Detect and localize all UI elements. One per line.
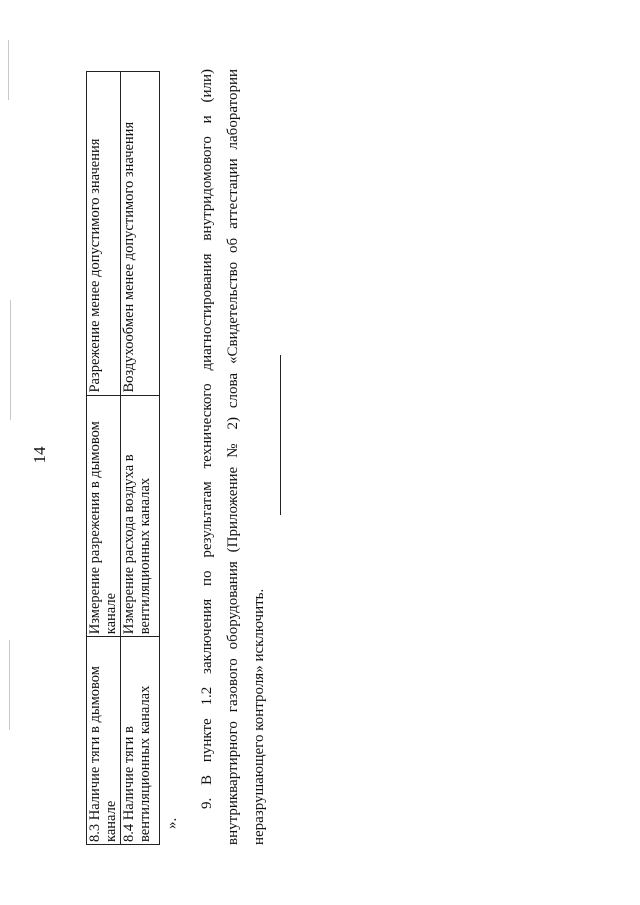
scan-artifact xyxy=(9,640,10,730)
clause-9-paragraph: 9. В пункте 1.2 заключения по результатам технического диагностирования внутридомового и (или) внутриквартирного газового оборудования (Приложение № 2) слова «Свидетельство об аттестации лаборатории неразрушающего контроля» исключить. xyxy=(199,69,267,845)
page-number: 14 xyxy=(30,446,49,464)
measurement-cell: Измерение расхода воздуха в вентиляционных каналах xyxy=(121,395,160,637)
scan-artifact xyxy=(10,300,11,420)
defect-table xyxy=(86,71,160,845)
measurement-cell: Измерение разрежения в дымовом канале xyxy=(87,395,121,637)
criterion-cell: Воздухообмен менее допустимого значения xyxy=(121,72,160,396)
criterion-cell: Разрежение менее допустимого значения xyxy=(87,72,121,396)
table-row xyxy=(87,72,121,845)
scan-artifact xyxy=(8,40,9,100)
table-row xyxy=(121,72,160,845)
closing-quote: ». xyxy=(164,817,180,829)
defect-cell: 8.3 Наличие тяги в дымовом канале xyxy=(87,637,121,845)
defect-cell: 8.4 Наличие тяги в вентиляционных каналах xyxy=(121,637,160,845)
end-rule xyxy=(280,355,281,515)
